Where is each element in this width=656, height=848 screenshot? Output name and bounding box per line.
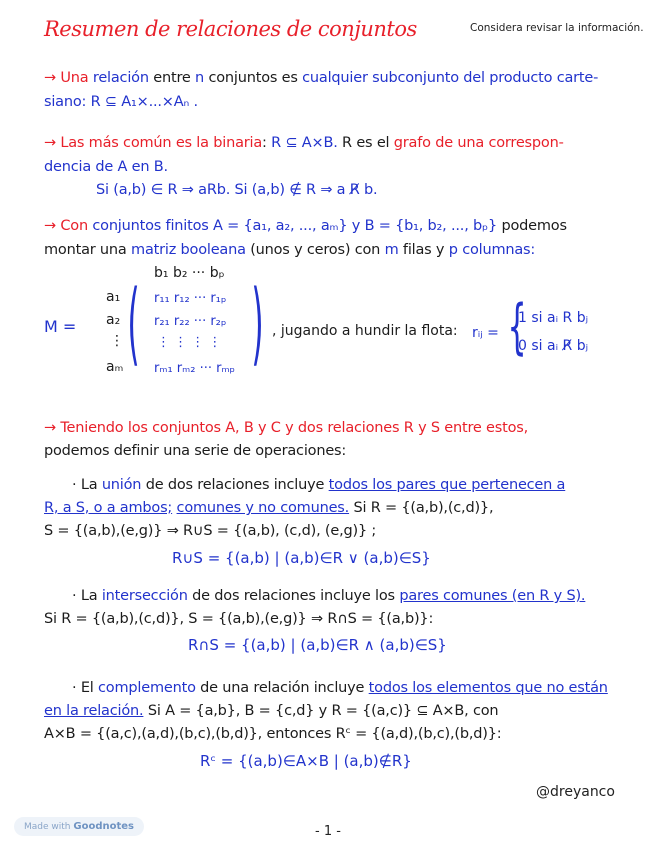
arrow-text: → Una (44, 70, 89, 86)
matrix-row-1: r₁₁ r₁₂ ··· r₁ₚ (154, 291, 227, 306)
term-complemento: complemento (98, 680, 196, 696)
arrow-text: → Teniendo los conjuntos A, B y C y dos relaciones R y S entre estos, (44, 420, 529, 436)
formula-binaria: R ⊆ A×B. (271, 135, 338, 151)
union-line2 (44, 500, 493, 516)
cases-brace: { (507, 292, 527, 362)
term-comunes: comunes y no comunes. (176, 500, 350, 516)
text: columnas: (462, 242, 536, 258)
inter-line2: Si R = {(a,b),(c,d)}, S = {(a,b),(e,g)} ⇒ R∩S = {(a,b)}: (44, 611, 434, 627)
p2-line1 (44, 135, 564, 151)
signature: @dreyanco (536, 784, 615, 800)
term-todos-los-pares: todos los pares que pertenecen a (328, 477, 566, 493)
text: Si R = {(a,b),(c,d)}, (353, 500, 494, 516)
term-matriz-booleana: matriz booleana (131, 242, 246, 258)
right-paren: ) (251, 271, 264, 376)
matrix-row-label: a₂ (106, 312, 121, 328)
arrow-text: → Con (44, 218, 88, 234)
comp-line3: A×B = {(a,c),(a,d),(b,c),(b,d)}, entonces Rᶜ = {(a,d),(b,c),(b,d)}: (44, 726, 502, 742)
term-union: unión (101, 477, 142, 493)
page-title: Resumen de relaciones de conjuntos (44, 17, 417, 41)
comp-line1 (72, 680, 608, 696)
text: conjuntos es (208, 70, 298, 86)
text: Si A = {a,b}, B = {c,d} y R = {(a,c)} ⊆ A×B, con (147, 703, 499, 719)
text: R, a S, o a ambos; (44, 500, 173, 516)
text: en la relación. (44, 703, 144, 719)
matrix-row-label: ⋮ (110, 333, 124, 349)
union-line3: S = {(a,b),(e,g)} ⇒ R∪S = {(a,b), (c,d), (e,g)} ; (44, 523, 377, 539)
p1-line2 (44, 94, 198, 110)
text: de dos relaciones incluye (145, 477, 325, 493)
p4-line2: podemos definir una serie de operaciones: (44, 443, 347, 459)
comp-formula: Rᶜ = {(a,b)∈A×B | (a,b)∉R} (200, 752, 412, 770)
formula-cartesiano: R ⊆ A₁×...×Aₙ . (90, 94, 198, 110)
text: de dos relaciones incluye los (192, 588, 395, 604)
matrix-row-2: r₂₁ r₂₂ ··· r₂ₚ (154, 314, 227, 329)
text: montar una (44, 242, 127, 258)
p1-line1 (44, 70, 598, 86)
matrix-row-label: a₁ (106, 289, 121, 305)
text: podemos (501, 218, 567, 234)
term-p: p (448, 242, 458, 258)
bullet-text: · El (72, 680, 94, 696)
term-grafo: grafo de una correspon- (393, 135, 564, 151)
text: : (262, 135, 267, 151)
p3-line2 (44, 242, 535, 258)
page-number: - 1 - (315, 824, 341, 839)
matrix-row-3: ⋮ ⋮ ⋮ ⋮ (157, 335, 222, 350)
text: de una relación incluye (200, 680, 365, 696)
p2-line2: dencia de A en B. (44, 159, 168, 175)
term-n: n (195, 70, 205, 86)
term-subconjunto: cualquier subconjunto del producto carte- (302, 70, 599, 86)
inter-formula: R∩S = {(a,b) | (a,b)∈R ∧ (a,b)∈S} (188, 636, 447, 654)
term-binaria: binaria (213, 135, 263, 151)
term-interseccion: intersección (101, 588, 188, 604)
text: (unos y ceros) con (250, 242, 381, 258)
inter-line1 (72, 588, 585, 604)
header-note: Considera revisar la información. (470, 22, 644, 34)
matrix-row-4: rₘ₁ rₘ₂ ··· rₘₚ (154, 361, 236, 376)
term-relacion: relación (92, 70, 149, 86)
left-paren: ( (127, 271, 140, 376)
term-conjuntos-finitos: conjuntos finitos (92, 218, 209, 234)
union-line1 (72, 477, 565, 493)
comp-line2 (44, 703, 498, 719)
matrix-tail-text: , jugando a hundir la flota: (272, 323, 458, 339)
union-formula: R∪S = {(a,b) | (a,b)∈R ∨ (a,b)∈S} (172, 549, 431, 567)
term-pares-comunes: pares comunes (en R y S). (399, 588, 586, 604)
p2-line3: Si (a,b) ∈ R ⇒ aRb. Si (a,b) ∉ R ⇒ a R̸ b. (96, 182, 378, 198)
matrix-lhs: M = (44, 317, 77, 336)
text: R es el (342, 135, 390, 151)
bullet-text: · La (72, 477, 98, 493)
badge-label: Made with (24, 822, 71, 832)
p4-line1 (44, 420, 528, 436)
term-m: m (384, 242, 399, 258)
text: entre (153, 70, 191, 86)
bullet-text: · La (72, 588, 98, 604)
case-zero: 0 si aᵢ R̸ bⱼ (518, 338, 589, 354)
case-one: 1 si aᵢ R bⱼ (518, 310, 589, 326)
rij-label: rᵢⱼ = (472, 325, 499, 341)
text: siano: (44, 94, 87, 110)
arrow-text: → Las más común es la (44, 135, 209, 151)
p3-line1 (44, 218, 567, 234)
badge-brand: Goodnotes (73, 821, 134, 832)
matrix-col-labels: b₁ b₂ ··· bₚ (154, 265, 225, 281)
formula-sets: A = {a₁, a₂, ..., aₘ} y B = {b₁, b₂, ..., bₚ} (213, 218, 498, 234)
term-todos-los-elementos: todos los elementos que no están (368, 680, 608, 696)
text: filas y (402, 242, 445, 258)
matrix-row-label: aₘ (106, 359, 124, 375)
boolean-matrix (44, 265, 604, 390)
